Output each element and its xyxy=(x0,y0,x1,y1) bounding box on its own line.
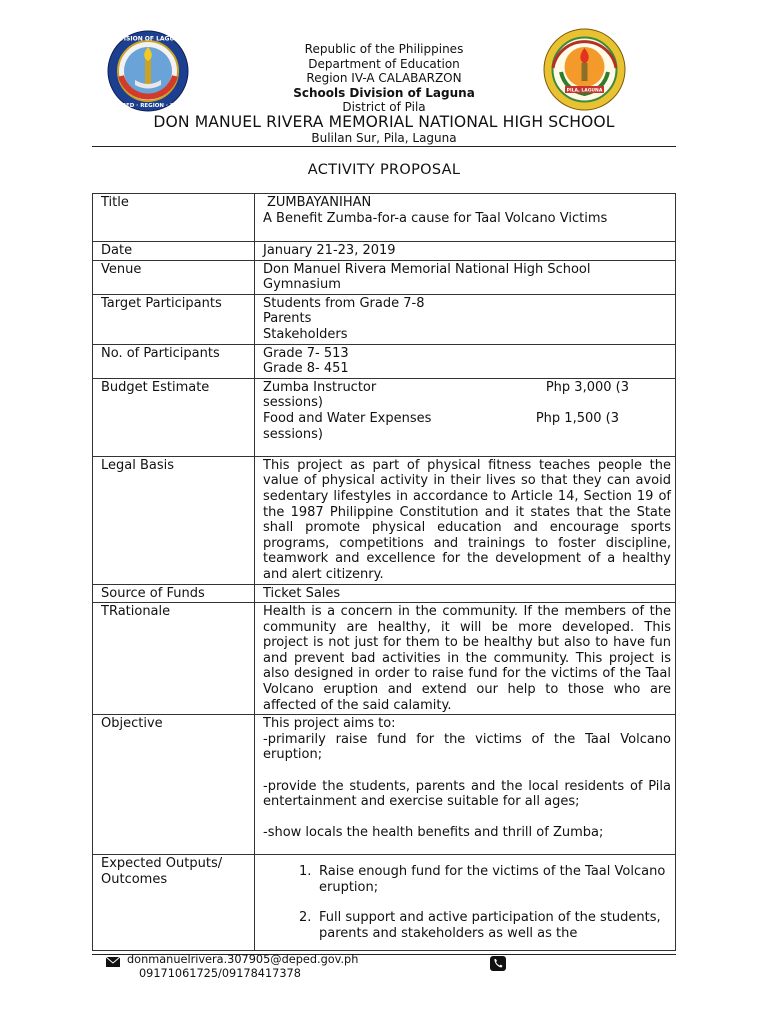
list-item xyxy=(299,910,671,942)
table-row xyxy=(93,603,676,715)
count-line: Grade 8- 451 xyxy=(263,361,349,377)
list-item xyxy=(299,864,671,895)
participant-item: Students from Grade 7-8 xyxy=(263,295,425,311)
row-value-outputs xyxy=(255,855,676,951)
row-value-legal: This project as part of physical fitness teaches people the value of physical activity in their lives so that they can avoid sedentary lifestyles in accordance to Article 14, Section 19 of the 1987 Philippine Constitution and it states that the State shall promote physical education and encourage sports programs, competitions and trainings to foster discipline, teamwork and excellence for the development of a healthy and alert citizenry. xyxy=(255,456,676,584)
table-row xyxy=(93,194,676,242)
row-label-count: No. of Participants xyxy=(93,344,255,378)
row-label-funds: Source of Funds xyxy=(93,584,255,603)
row-label-legal: Legal Basis xyxy=(93,456,255,584)
table-row xyxy=(93,242,676,261)
letterhead-division: Schools Division of Laguna xyxy=(293,85,475,100)
row-label-budget: Budget Estimate xyxy=(93,378,255,456)
budget-line xyxy=(263,380,671,396)
participant-item: Stakeholders xyxy=(263,326,348,342)
objective-item: -provide the students, parents and the local residents of Pila entertainment and exercise suitable for all ages; xyxy=(263,778,671,810)
school-name: DON MANUEL RIVERA MEMORIAL NATIONAL HIGH SCHOOL xyxy=(153,113,615,131)
row-value-venue xyxy=(255,260,676,294)
envelope-icon xyxy=(106,957,120,967)
title-subtitle: A Benefit Zumba-for-a cause for Taal Volcano Victims xyxy=(263,210,608,226)
budget-amount: Php 3,000 (3 xyxy=(545,379,629,395)
objective-item: -primarily raise fund for the victims of the Taal Volcano eruption; xyxy=(263,731,671,763)
table-row xyxy=(93,260,676,294)
venue-line: Don Manuel Rivera Memorial National High School xyxy=(263,261,591,277)
budget-item: Food and Water Expenses xyxy=(263,410,432,426)
row-value-title xyxy=(255,194,676,242)
letterhead-department: Department of Education xyxy=(308,56,460,71)
row-value-rationale: Health is a concern in the community. If the members of the community are healthy, it will be more developed. This project is not just for them to be healthy but also to have fun and prevent bad activities in the community. This project is also designed in order to raise fund for the victims of the Taal Volcano eruption and extend our help to those who are affected of the said calamity. xyxy=(255,603,676,715)
table-row xyxy=(93,715,676,855)
row-label-objective: Objective xyxy=(93,715,255,855)
document-title: ACTIVITY PROPOSAL xyxy=(307,162,461,178)
school-address: Bulilan Sur, Pila, Laguna xyxy=(311,131,457,145)
participant-item: Parents xyxy=(263,311,312,327)
list-number: 1. xyxy=(299,864,312,880)
budget-line xyxy=(263,411,671,427)
svg-text:DEPED · REGION · IV-A: DEPED · REGION · IV-A xyxy=(113,103,183,109)
table-row xyxy=(93,378,676,456)
row-label-outputs xyxy=(93,855,255,951)
letterhead-district: District of Pila xyxy=(342,100,426,114)
budget-amount: Php 1,500 (3 xyxy=(535,410,619,426)
table-row xyxy=(93,584,676,603)
svg-text:PILA, LAGUNA: PILA, LAGUNA xyxy=(566,88,603,94)
table-row xyxy=(93,294,676,344)
row-value-participants xyxy=(255,294,676,344)
row-label-date: Date xyxy=(93,242,255,261)
header-divider xyxy=(92,146,676,147)
objective-intro: This project aims to: xyxy=(263,716,396,732)
budget-line-cont: sessions) xyxy=(263,395,323,411)
outputs-label-line: Expected Outputs/ xyxy=(101,856,223,872)
outputs-list xyxy=(263,864,671,941)
row-value-date: January 21-23, 2019 xyxy=(255,242,676,261)
budget-line-cont: sessions) xyxy=(263,426,323,442)
row-label-venue: Venue xyxy=(93,260,255,294)
row-value-budget xyxy=(255,378,676,456)
table-row xyxy=(93,456,676,584)
objective-item: -show locals the health benefits and thrill of Zumba; xyxy=(263,825,604,841)
list-number: 2. xyxy=(299,910,312,926)
footer-email: donmanuelrivera.307905@deped.gov.ph xyxy=(127,953,359,966)
row-label-participants: Target Participants xyxy=(93,294,255,344)
row-label-rationale: TRationale xyxy=(93,603,255,715)
row-value-count xyxy=(255,344,676,378)
phone-icon xyxy=(490,956,506,971)
budget-item: Zumba Instructor xyxy=(263,379,377,395)
row-label-title: Title xyxy=(93,194,255,242)
output-text: Raise enough fund for the victims of the Taal Volcano eruption; xyxy=(319,864,666,895)
outputs-label-line: Outcomes xyxy=(101,871,168,887)
row-value-objective xyxy=(255,715,676,855)
proposal-table xyxy=(92,193,676,951)
table-row xyxy=(93,855,676,951)
letterhead-region: Region IV-A CALABARZON xyxy=(306,71,462,85)
svg-text:DIVISION OF LAGUNA: DIVISION OF LAGUNA xyxy=(111,35,185,43)
table-row xyxy=(93,344,676,378)
footer-phones: 09171061725/09178417378 xyxy=(139,967,301,980)
count-line: Grade 7- 513 xyxy=(263,345,349,361)
letterhead-country: Republic of the Philippines xyxy=(304,42,464,56)
venue-line: Gymnasium xyxy=(263,277,341,293)
row-value-funds: Ticket Sales xyxy=(255,584,676,603)
output-text: Full support and active participation of the students, parents and stakeholders as well as the xyxy=(319,910,661,942)
title-main: ZUMBAYANIHAN xyxy=(267,195,372,210)
